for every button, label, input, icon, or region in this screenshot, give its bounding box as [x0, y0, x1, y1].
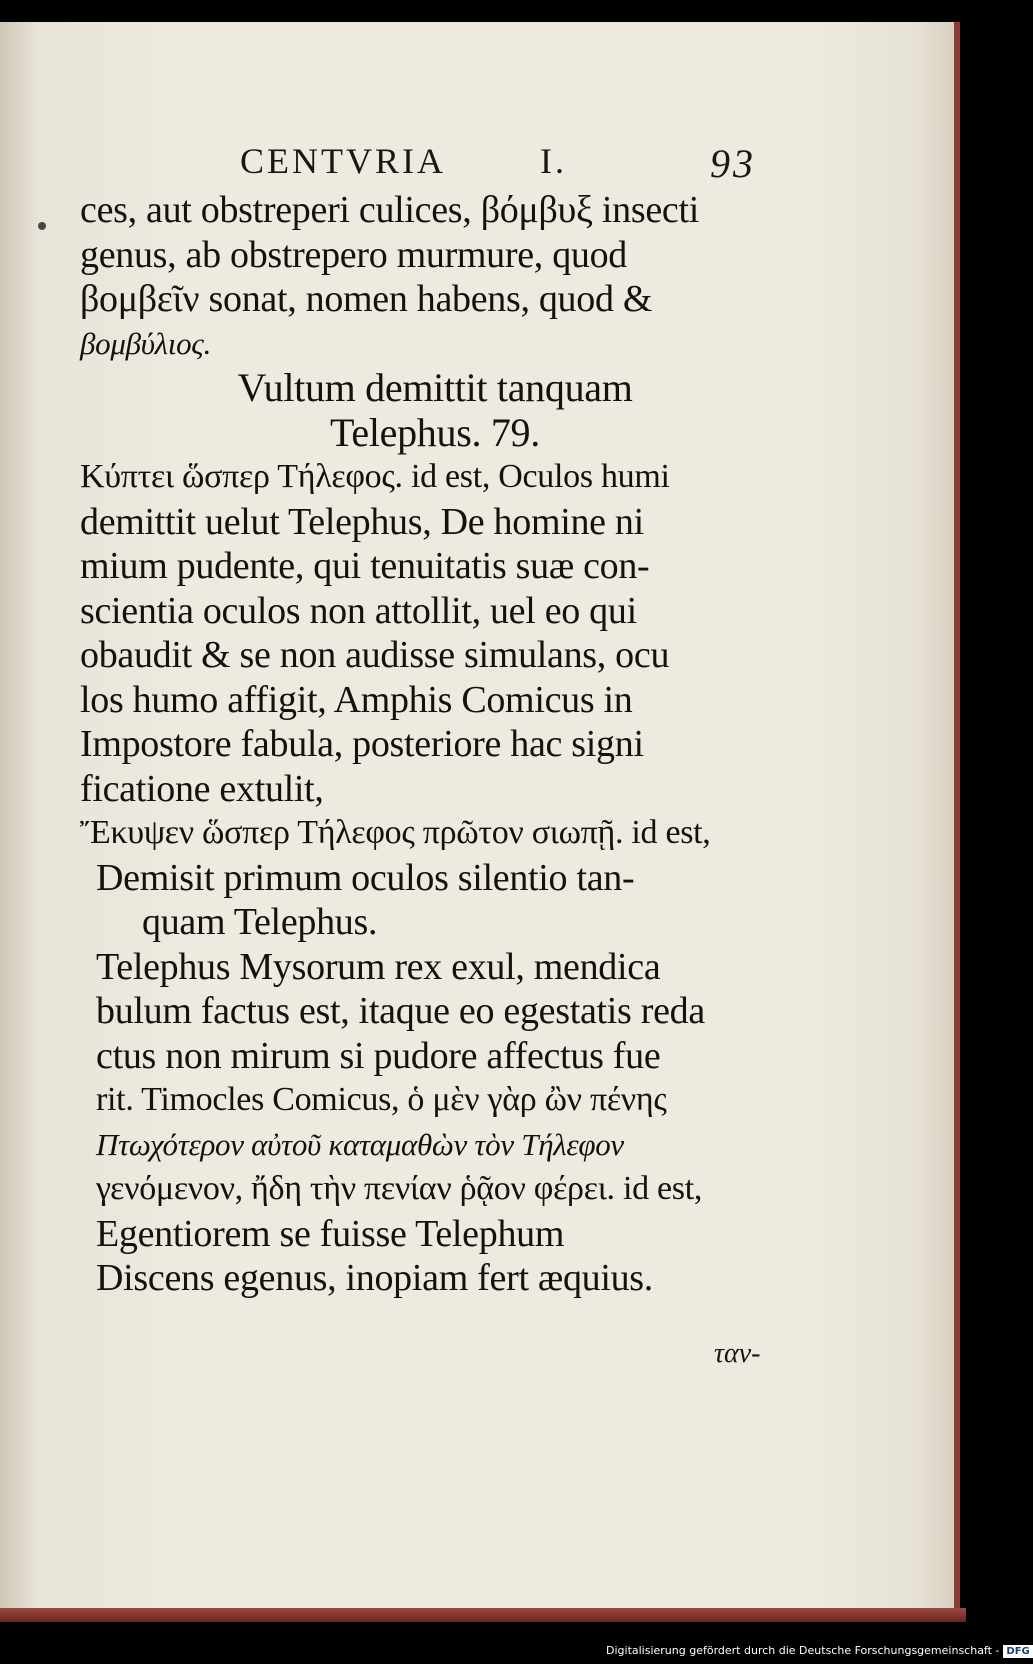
margin-mark	[38, 222, 46, 230]
text-line: Egentiorem se fuisse Telephum	[96, 1212, 565, 1255]
text-line: Demisit primum oculos silentio tan-	[96, 856, 635, 899]
catchword: ταν-	[714, 1338, 761, 1369]
text-line: Discens egenus, inopiam fert æquius.	[96, 1257, 653, 1299]
text-line: Κύπτει ὥσπερ Τήλεφος. id est, Oculos humi	[80, 458, 670, 495]
text-line: demittit uelut Telephus, De homine ni	[80, 500, 644, 543]
digitization-credit	[606, 1644, 1033, 1658]
text-line: ces, aut obstreperi culices, βόμβυξ insecti	[80, 189, 699, 231]
credit-text: Digitalisierung gefördert durch die Deutsche Forschungsgemeinschaft -	[606, 1644, 1000, 1657]
text-line: Impostore fabula, posteriore hac signi	[80, 723, 644, 765]
running-header	[240, 140, 780, 190]
text-line: bulum factus est, itaque eo egestatis reda	[96, 990, 705, 1032]
folio-number: 93	[710, 141, 756, 186]
text-line: obaudit & se non audisse simulans, ocu	[80, 634, 670, 676]
text-line: genus, ab obstrepero murmure, quod	[80, 233, 627, 276]
adage-title: Vultum demittit tanquam	[237, 365, 633, 410]
text-line: rit. Timocles Comicus, ὁ μὲν γὰρ ὢν πένης	[96, 1081, 667, 1118]
text-line: ctus non mirum si pudore affectus fue	[96, 1034, 661, 1077]
text-line: quam Telephus.	[142, 901, 378, 943]
text-line: Telephus Mysorum rex exul, mendica	[96, 945, 661, 988]
running-title: CENTVRIA	[240, 141, 446, 181]
text-line: ficatione extulit,	[80, 767, 324, 810]
text-line: γενόμενον, ἤδη τὴν πενίαν ῥᾷον φέρει. id est,	[96, 1170, 703, 1207]
text-line: βομβεῖν sonat, nomen habens, quod &	[80, 278, 653, 320]
dfg-logo: DFG	[1003, 1645, 1032, 1658]
centuria-number: I.	[540, 141, 567, 181]
page-edge	[0, 1608, 966, 1622]
text-line: los humo affigit, Amphis Comicus in	[80, 678, 633, 721]
adage-title-number: Telephus. 79.	[330, 409, 540, 455]
text-line: mium pudente, qui tenuitatis suæ con-	[80, 545, 650, 587]
text-line: βομβύλιος.	[80, 325, 212, 361]
text-line: Ἔκυψεν ὥσπερ Τήλεφος πρῶτον σιωπῇ. id est,	[80, 814, 711, 851]
text-line: Πτωχότερον αὐτοῦ καταμαθὼν τὸν Τήλεφον	[96, 1126, 624, 1162]
text-line: scientia oculos non attollit, uel eo qui	[80, 589, 637, 632]
body-text	[80, 188, 790, 1301]
